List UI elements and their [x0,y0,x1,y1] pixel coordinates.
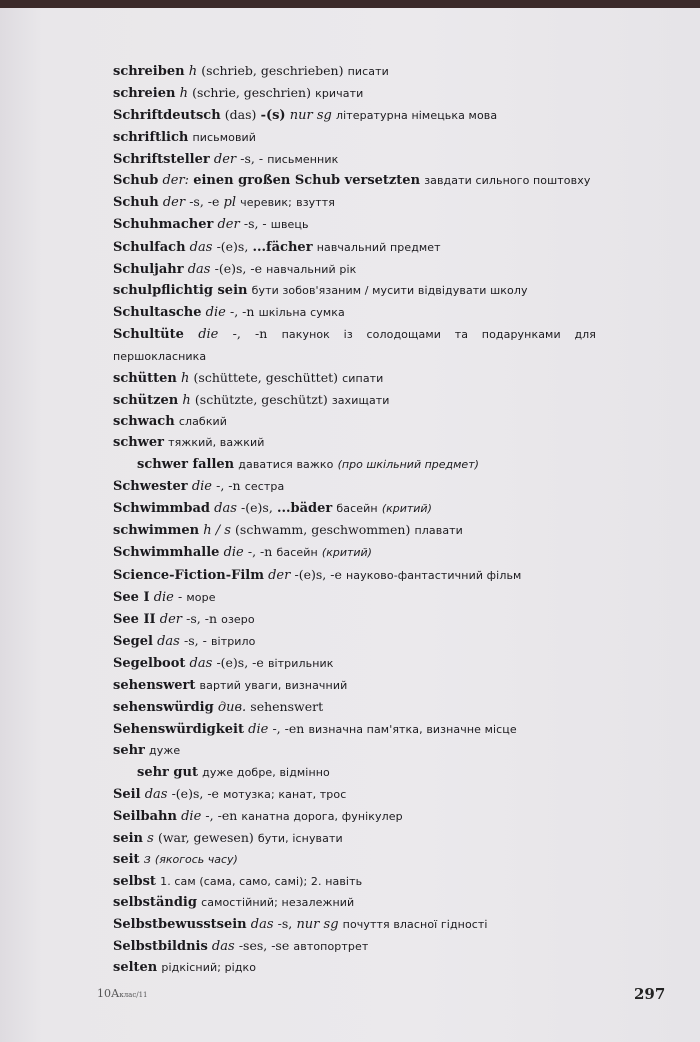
grammar-note: pl [223,195,237,211]
dictionary-entry [113,170,596,191]
footer-imprint-small: клас/11 [119,991,148,999]
translation: вітрило [210,635,256,649]
headword: Schuh [113,195,159,211]
translation: письменник [267,152,339,166]
headword-extension: einen großen Schub versetzten [193,173,421,189]
headword: sehr [113,743,145,759]
word-forms: (schützte, geschützt) [194,392,328,408]
headword: Schulfach [113,239,186,255]
word-forms: -(e)s, [216,238,249,254]
dictionary-entry [113,783,596,805]
translation: письмовий [192,130,257,144]
headword: selbst [113,873,156,889]
word-forms: - [178,588,183,604]
grammar-label: див. [217,699,247,715]
translation: писати [347,65,389,78]
usage-note: (про шкільний предмет) [337,457,479,471]
headword: sehr gut [137,764,198,780]
grammar-label: die [198,327,219,343]
word-forms: -, -en [272,721,305,737]
word-forms: -ses, -se [238,938,290,954]
translation: пакунок із солодощами та подарунками для першокласника [113,328,596,363]
grammar-label: h [182,393,191,409]
grammar-label: der [213,151,237,167]
grammar-label: das [211,939,235,955]
word-forms: -s, [277,915,293,931]
word-forms: -s, - [243,216,267,232]
dictionary-entry [113,148,596,170]
translation: шкільна сумка [258,306,345,320]
headword-extension: ...bäder [276,501,333,517]
translation: бути, існувати [257,832,343,846]
word-forms: -, -n [230,304,255,320]
top-edge-bar [0,0,700,8]
grammar-label: das [189,239,213,255]
headword: sehenswert [113,677,196,693]
dictionary-entry [113,935,596,957]
word-forms: sehenswert [250,698,324,714]
grammar-label: das [144,786,168,802]
grammar-label: der: [162,173,190,189]
grammar-label: das [187,261,211,277]
translation: дуже добре, відмінно [202,765,330,779]
headword: Seil [113,786,141,802]
headword-extension: ...fächer [252,239,313,255]
translation: черевик; [240,196,292,210]
grammar-label: der [162,195,186,211]
dictionary-entry [113,213,596,235]
headword: schützen [113,393,179,409]
translation: басейн [276,546,318,560]
headword: schütten [113,370,177,386]
word-forms: (schrieb, geschrieben) [201,63,344,78]
headword: Segelboot [113,656,186,672]
grammar-label: die [191,478,212,494]
grammar-label: die [153,589,174,605]
headword: Schwester [113,478,188,494]
headword: sein [113,831,143,847]
headword: sehenswürdig [113,699,214,715]
grammar-label: das [214,501,237,517]
grammar-label: h [179,86,188,102]
translation: навчальний рік [266,262,357,276]
headword: Schultasche [113,305,202,321]
dictionary-entry [113,892,596,913]
translation: рідкісний; рідко [161,961,257,975]
headword: Sehenswürdigkeit [113,722,244,738]
translation: сипати [342,371,384,385]
dictionary-entry [113,519,596,541]
word-forms: -(e)s, -e [294,566,342,582]
dictionary-entry [113,957,596,978]
headword: Schwimmhalle [113,545,220,561]
translation: кричати [315,87,364,101]
dictionary-entry [113,301,596,323]
translation: автопортрет [293,940,369,954]
word-forms: -(e)s, -e [216,655,264,671]
headword: selbständig [113,894,197,910]
word-forms: -, -n [247,544,273,560]
dictionary-entry [113,871,596,892]
dictionary-entry [113,454,596,475]
dictionary-entry [113,258,596,280]
translation: навчальний предмет [316,240,441,254]
word-forms: -, -en [205,807,238,823]
headword: schulpflichtig sein [113,283,248,299]
word-forms: -s, - [240,150,264,166]
translation: захищати [331,394,390,408]
translation: науково-фантастичний фільм [345,568,522,582]
grammar-label: з [143,852,151,868]
dictionary-entry [113,805,596,827]
dictionary-entry [113,475,596,497]
dictionary-entry [113,827,596,849]
dictionary-entry [113,191,596,213]
dictionary-entry [113,541,596,563]
dictionary-entries [113,60,596,979]
headword: Selbstbewusstsein [113,916,247,932]
headword: Schuljahr [113,261,184,277]
dictionary-entry [113,280,596,301]
headword: Schriftdeutsch [113,108,221,124]
dictionary-entry [113,82,596,104]
word-forms: -, -n [216,477,241,493]
headword: Schub [113,173,159,189]
word-forms: (das) [224,107,257,123]
headword: See II [113,612,156,628]
word-forms: (war, gewesen) [157,830,254,846]
dictionary-entry [113,652,596,674]
grammar-label: das [189,656,213,672]
grammar-label: h [181,370,190,386]
headword: Schriftsteller [113,151,210,167]
translation: даватися важко [238,457,334,471]
word-forms: -s, -e [189,194,220,210]
dictionary-entry [113,849,596,870]
word-forms: -s, - [184,633,207,649]
grammar-label: die [223,545,244,561]
translation: плавати [414,524,463,538]
page-number: 297 [634,985,666,1003]
headword: seit [113,852,140,868]
headword: Selbstbildnis [113,939,208,955]
grammar-label: der [159,612,182,628]
translation-extra: взуття [296,196,335,210]
translation: тяжкий, важкий [168,436,265,450]
word-forms: -(e)s, [241,500,273,516]
dictionary-entry [113,762,596,783]
headword: Seilbahn [113,808,177,824]
dictionary-entry [113,60,596,82]
footer-imprint [97,987,148,1000]
headword: Segel [113,634,153,650]
grammar-label: der [217,217,240,233]
grammar-label: die [205,305,226,321]
word-forms: (schwamm, geschwommen) [235,522,411,538]
dictionary-entry [113,236,596,258]
translation: слабкий [178,415,228,429]
translation: дуже [149,744,181,758]
translation: море [186,590,216,604]
headword: schriftlich [113,129,189,145]
headword: Schuhmacher [113,217,214,233]
word-forms: (schüttete, geschüttet) [193,369,338,385]
headword: Schultüte [113,327,184,343]
dictionary-entry [113,564,596,586]
dictionary-entry [113,432,596,453]
translation: почуття власної гідності [342,917,488,931]
dictionary-entry [113,127,596,148]
dictionary-entry [113,718,596,740]
translation: швець [270,218,309,232]
dictionary-entry [113,740,596,761]
dictionary-entry [113,411,596,432]
word-forms: -, -n [232,326,268,342]
translation: сестра [244,479,285,493]
dictionary-page [0,8,700,1042]
grammar-label: der [268,567,291,583]
grammar-note: nur sg [296,916,339,932]
translation: басейн [336,502,378,516]
headword: schreien [113,86,176,102]
grammar-label: h / s [203,523,231,539]
dictionary-entry [113,389,596,411]
dictionary-entry [113,586,596,608]
dictionary-entry [113,497,596,519]
grammar-label: die [248,722,269,738]
grammar-label: s [147,831,154,847]
usage-note: (якогось часу) [154,853,238,867]
translation: канатна дорога, фунікулер [241,809,403,823]
word-forms: (schrie, geschrien) [192,85,311,101]
grammar-label: die [181,808,202,824]
word-forms: -s, -n [186,611,217,627]
usage-note: (критий) [381,502,432,516]
translation: мотузка; канат, трос [223,787,347,801]
headword: schwimmen [113,523,200,539]
headword: selten [113,960,158,976]
footer-imprint-main: 10А [97,987,120,1000]
dictionary-entry [113,367,596,389]
translation: визначна пам'ятка, визначне місце [308,723,517,737]
headword: schreiben [113,64,185,79]
translation: озеро [221,613,255,627]
dictionary-entry [113,104,596,126]
dictionary-entry [113,630,596,652]
translation: самостійний; незалежний [201,895,355,909]
translation: завдати сильного поштовху [424,174,591,188]
grammar-label: das [157,634,180,650]
headword: Science-Fiction-Film [113,567,264,583]
translation: бути зобов'язаним / мусити відвідувати школу [251,284,528,298]
dictionary-entry [113,608,596,630]
headword: schwer fallen [137,456,235,472]
word-forms: -(e)s, -e [214,260,262,276]
dictionary-entry [113,913,596,935]
dictionary-entry [113,675,596,696]
grammar-label: h [188,64,198,79]
dictionary-entry [113,696,596,718]
translation: літературна німецька мова [335,109,498,123]
grammar-note: nur sg [289,108,332,124]
translation: вартий уваги, визначний [199,678,348,692]
headword: See I [113,589,150,605]
grammar-label: das [250,916,274,932]
translation: вітрильник [267,657,334,671]
word-forms: -(e)s, -e [171,785,219,801]
dictionary-entry [113,323,596,366]
headword: Schwimmbad [113,501,210,517]
usage-note: (критий) [321,546,372,560]
headword: schwer [113,435,164,451]
translation: 1. сам (сама, само, самі); 2. навіть [160,874,363,888]
headword-extension: -(s) [260,108,286,124]
headword: schwach [113,414,175,430]
